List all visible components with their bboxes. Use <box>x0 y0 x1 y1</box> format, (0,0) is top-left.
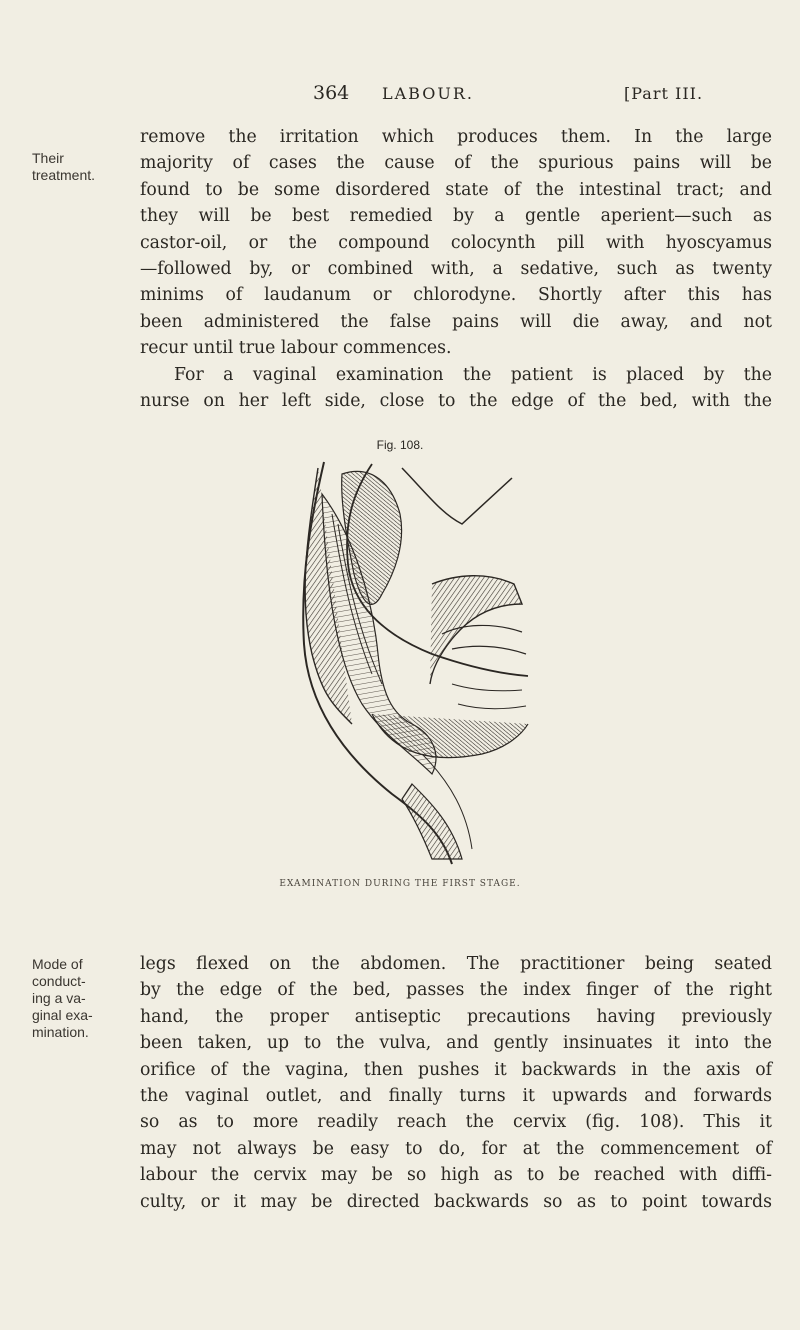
side-note-line: Mode of <box>32 956 83 972</box>
anatomical-illustration <box>282 454 532 869</box>
text-line: nurse on her left side, close to the edge of the bed, with the <box>140 391 772 412</box>
text-line: hand, the proper antiseptic precautions having previously <box>140 1006 772 1027</box>
side-note-line: conduct- <box>32 973 86 989</box>
side-note-line: ing a va- <box>32 990 86 1006</box>
text-line: orifice of the vagina, then pushes it backwards in the axis of <box>140 1059 772 1080</box>
text-line: been taken, up to the vulva, and gently insinuates it into the <box>140 1033 772 1054</box>
text-line: been administered the false pains will die away, and not <box>140 311 772 332</box>
figure-label: Fig. 108. <box>376 438 424 452</box>
side-note-line: ginal exa- <box>32 1007 93 1023</box>
running-title: LABOUR. <box>382 84 474 103</box>
text-line: legs flexed on the abdomen. The practitioner being seated <box>140 954 772 974</box>
text-line: the vaginal outlet, and finally turns it upwards and forwards <box>140 1086 772 1107</box>
text-line: labour the cervix may be so high as to be reached with diffi- <box>140 1165 772 1186</box>
text-line: —followed by, or combined with, a sedative, such as twenty <box>140 259 772 280</box>
paragraph-bottom <box>140 951 772 1215</box>
side-note-line: mination. <box>32 1024 89 1040</box>
text-line: minims of laudanum or chlorodyne. Shortly after this has <box>140 285 772 306</box>
figure-caption: EXAMINATION DURING THE FIRST STAGE. <box>279 879 521 889</box>
text-line: they will be best remedied by a gentle aperient—such as <box>140 206 772 227</box>
side-note-mode <box>32 956 140 1041</box>
paragraph-top <box>140 124 772 414</box>
part-label: [Part III. <box>624 84 704 103</box>
text-line: castor-oil, or the compound colocynth pill with hyoscyamus <box>140 232 772 253</box>
text-line: majority of cases the cause of the spurious pains will be <box>140 153 772 174</box>
side-note-treatment <box>32 150 140 184</box>
text-line: so as to more readily reach the cervix (fig. 108). This it <box>140 1112 772 1133</box>
text-line: by the edge of the bed, passes the index finger of the right <box>140 980 772 1001</box>
text-line: may not always be easy to do, for at the commencement of <box>140 1138 772 1159</box>
text-line: For a vaginal examination the patient is placed by the <box>174 364 772 385</box>
page-number: 364 <box>313 82 350 104</box>
text-line: recur until true labour commences. <box>140 338 452 359</box>
side-note-line: Their <box>32 150 64 166</box>
page-header <box>0 82 800 108</box>
side-note-line: treatment. <box>32 167 96 183</box>
text-line: culty, or it may be directed backwards so as to point towards <box>140 1191 772 1212</box>
text-line: remove the irritation which produces them. In the large <box>140 127 772 147</box>
pelvis-section-engraving <box>282 454 532 869</box>
text-line: found to be some disordered state of the intestinal tract; and <box>140 179 772 200</box>
